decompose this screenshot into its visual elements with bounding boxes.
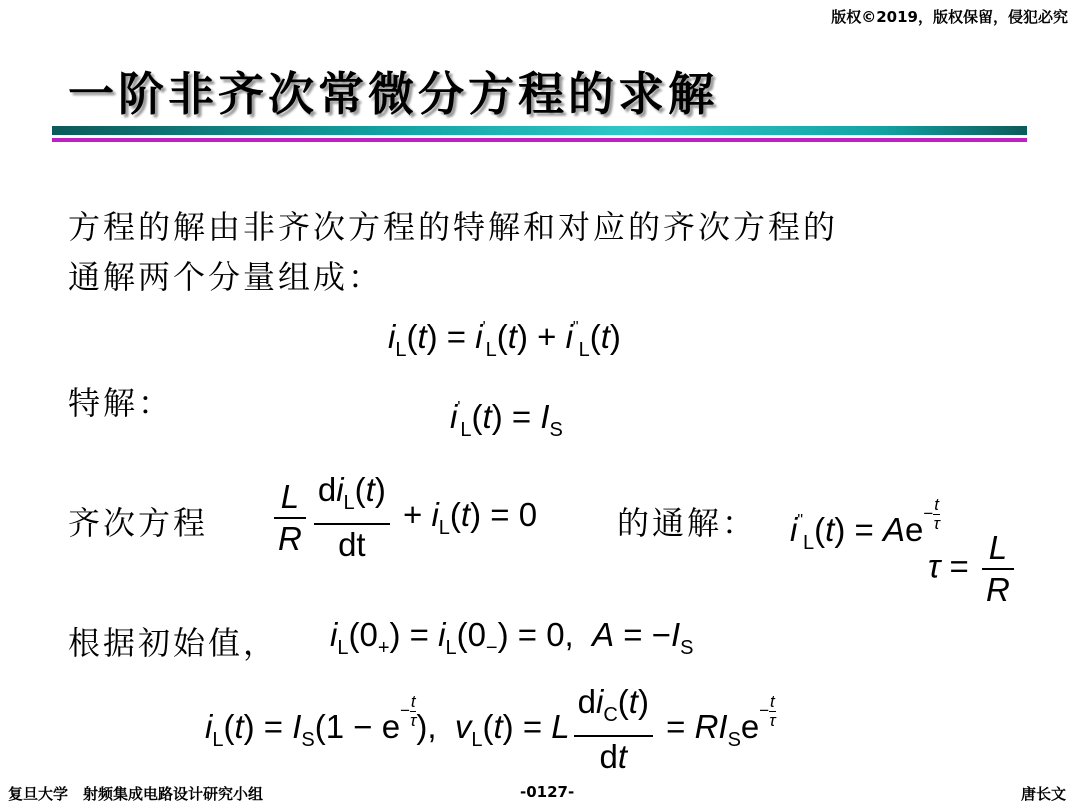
slide-title: 一阶非齐次常微分方程的求解 — [68, 67, 718, 121]
title-underline-teal — [52, 126, 1027, 135]
equation-decomposition: $i_L(t) = i'_L(t) + i^"_L(t)$ — [388, 318, 621, 361]
particular-solution-label: 特解： — [68, 384, 174, 422]
general-solution-label: 的通解： — [617, 504, 758, 542]
equation-particular: $i'_L(t) = I_S$ — [450, 398, 563, 441]
page-number: -0127- — [520, 783, 575, 801]
copyright-notice: 版权©2019，版权保留，侵犯必究 — [831, 8, 1068, 26]
initial-value-label: 根据初始值， — [68, 624, 279, 662]
equation-homogeneous: $\frac{L}{R}$ $\frac{di_L(t)}{dt}$ + $i_L(t) = 0$ — [270, 470, 537, 565]
intro-line-1: 方程的解由非齐次方程的特解和对应的齐次方程的 — [68, 208, 839, 246]
equation-time-constant: τ = $\frac{L}{R}$ — [928, 528, 1018, 610]
title-underline-magenta — [52, 138, 1027, 142]
footer-affiliation: 复旦大学 射频集成电路设计研究小组 — [8, 785, 264, 803]
equation-initial-value: $i_L(0_+) = i_L(0_-) = 0$, $A = -I_S$ — [330, 616, 694, 659]
intro-line-2: 通解两个分量组成： — [68, 258, 384, 296]
equation-final-solution: $i_L(t) = I_S(1 - e-$ $\frac{t}{\tau}$ ), $v_L(t) = L$ $\frac{di_C(t)}{dt}$ = $RI_Se-$ $\frac{t}{\tau}$ — [205, 683, 776, 775]
homogeneous-label: 齐次方程 — [68, 504, 209, 542]
equation-general-solution: $i^"_L(t) = Ae-$ $\frac{t}{\tau}$ — [790, 495, 940, 554]
footer-author: 唐长文 — [1020, 785, 1066, 803]
